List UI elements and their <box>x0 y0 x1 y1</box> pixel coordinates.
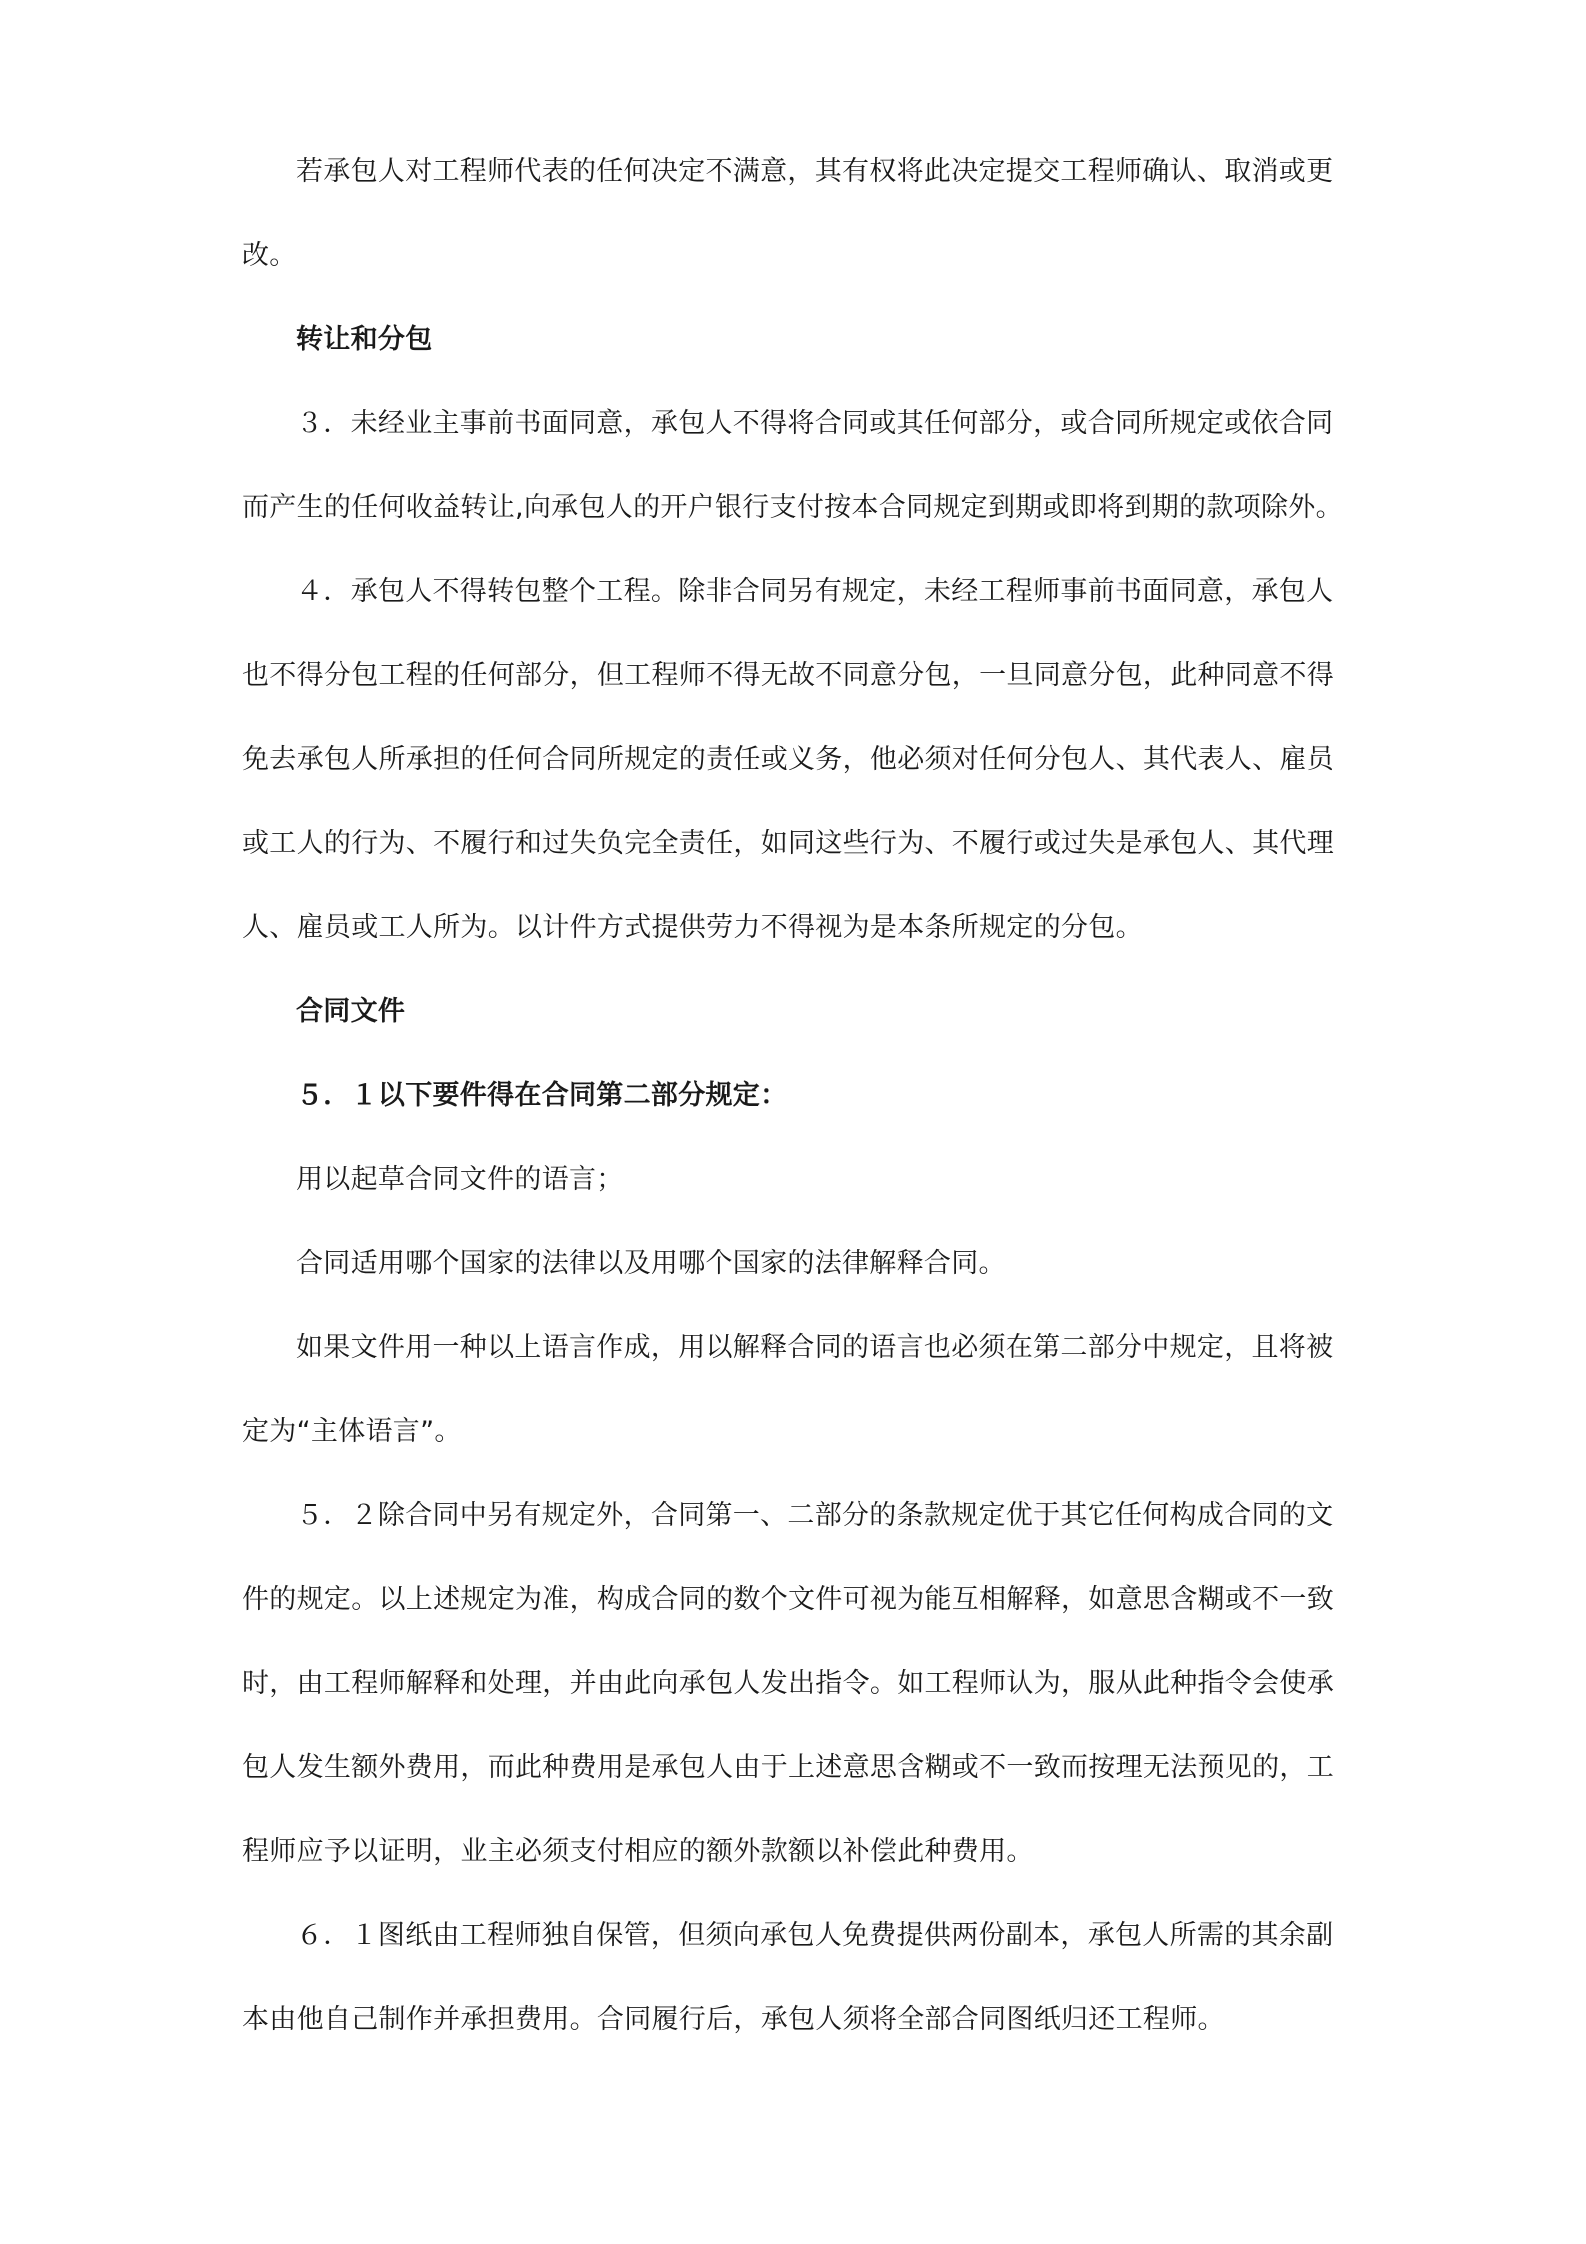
section-heading-assignment: 转让和分包 <box>296 324 433 355</box>
paragraph-clause-6-1 <box>242 1894 1357 2062</box>
list-item-language: 用以起草合同文件的语言； <box>296 1164 624 1195</box>
text-line: 改。 <box>242 240 297 271</box>
text-line: 程师应予以证明，业主必须支付相应的额外款额以补偿此种费用。 <box>242 1836 1034 1867</box>
text-line: 时，由工程师解释和处理，并由此向承包人发出指令。如工程师认为，服从此种指令会使承 <box>242 1668 1334 1699</box>
text-line: 本由他自己制作并承担费用。合同履行后，承包人须将全部合同图纸归还工程师。 <box>242 2004 1225 2035</box>
text-line: ６．１图纸由工程师独自保管，但须向承包人免费提供两份副本，承包人所需的其余副 <box>296 1920 1334 1951</box>
text-line: 而产生的任何收益转让,向承包人的开户银行支付按本合同规定到期或即将到期的款项除外。 <box>242 492 1343 523</box>
text-line: 人、雇员或工人所为。以计件方式提供劳力不得视为是本条所规定的分包。 <box>242 912 1143 943</box>
section-heading-contract-documents: 合同文件 <box>296 996 406 1027</box>
text-line: 若承包人对工程师代表的任何决定不满意，其有权将此决定提交工程师确认、取消或更 <box>296 156 1334 187</box>
text-line: ５．２除合同中另有规定外，合同第一、二部分的条款规定优于其它任何构成合同的文 <box>296 1500 1334 1531</box>
text-line: 如果文件用一种以上语言作成，用以解释合同的语言也必须在第二部分中规定，且将被 <box>296 1332 1334 1363</box>
text-line: 也不得分包工程的任何部分，但工程师不得无故不同意分包，一旦同意分包，此种同意不得 <box>242 660 1334 691</box>
text-line: ３．未经业主事前书面同意，承包人不得将合同或其任何部分，或合同所规定或依合同 <box>296 408 1334 439</box>
text-line: 定为“主体语言”。 <box>242 1416 462 1447</box>
text-line: ４．承包人不得转包整个工程。除非合同另有规定，未经工程师事前书面同意，承包人 <box>296 576 1334 607</box>
paragraph-clause-5-2 <box>242 1474 1357 1894</box>
list-item-governing-law: 合同适用哪个国家的法律以及用哪个国家的法律解释合同。 <box>296 1248 1006 1279</box>
text-line: 免去承包人所承担的任何合同所规定的责任或义务，他必须对任何分包人、其代表人、雇员 <box>242 744 1334 775</box>
clause-heading-5-1: ５．１以下要件得在合同第二部分规定： <box>296 1080 788 1111</box>
paragraph-clause-4 <box>242 550 1357 970</box>
paragraph-clause-3 <box>242 382 1357 550</box>
paragraph-engineer-representative <box>242 130 1357 298</box>
paragraph-ruling-language <box>242 1306 1357 1474</box>
document-body <box>242 130 1357 2062</box>
text-line: 包人发生额外费用，而此种费用是承包人由于上述意思含糊或不一致而按理无法预见的，工 <box>242 1752 1334 1783</box>
text-line: 件的规定。以上述规定为准，构成合同的数个文件可视为能互相解释，如意思含糊或不一致 <box>242 1584 1334 1615</box>
text-line: 或工人的行为、不履行和过失负完全责任，如同这些行为、不履行或过失是承包人、其代理 <box>242 828 1334 859</box>
